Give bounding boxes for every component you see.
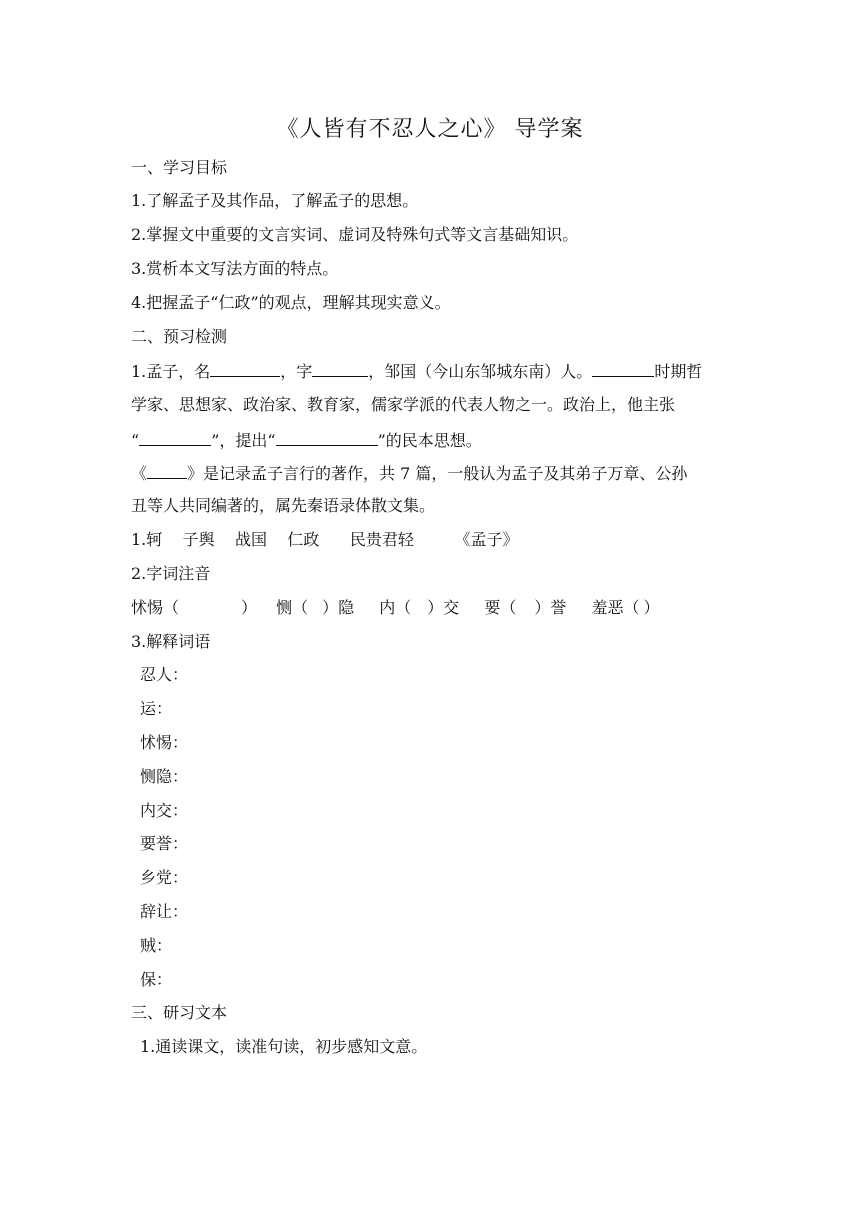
text-segment: 》是记录孟子言行的著作，共 7 篇，一般认为孟子及其弟子万章、公孙: [187, 464, 688, 483]
goal-item: 4.把握孟子“仁政”的观点，理解其现实意义。: [131, 293, 451, 312]
fill-blank[interactable]: [210, 360, 280, 377]
fill-blank[interactable]: [139, 429, 211, 446]
pinyin-heading: 2.字词注音: [131, 564, 211, 583]
pinyin-close: ）: [241, 598, 258, 617]
term-item: 保：: [140, 970, 173, 989]
explain-heading: 3.解释词语: [131, 632, 211, 651]
section-heading-preview: 二、预习检测: [131, 327, 228, 346]
pinyin-close: ）: [643, 598, 660, 617]
term-item: 内交：: [140, 801, 189, 820]
answer-line: 1.轲 子舆 战国 仁政 民贵君轻 《孟子》: [131, 530, 519, 549]
pinyin-label: 羞恶（: [591, 598, 640, 617]
fill-blank[interactable]: [147, 462, 187, 479]
preview-question-line: [131, 360, 702, 382]
pinyin-label: 怵惕（: [131, 598, 180, 617]
text-segment: 1.孟子，名: [131, 362, 211, 381]
preview-question-line: 丑等人共同编著的，属先秦语录体散文集。: [131, 496, 436, 515]
pinyin-close: ）交: [427, 598, 460, 617]
text-segment: ，邹国（今山东邹城东南）人。: [368, 362, 593, 381]
goal-item: 2.掌握文中重要的文言实词、虚词及特殊句式等文言基础知识。: [131, 225, 579, 244]
term-item: 乡党：: [140, 868, 189, 887]
term-item: 忍人：: [140, 665, 189, 684]
section-heading-study: 三、研习文本: [131, 1003, 228, 1022]
fill-blank[interactable]: [592, 360, 654, 377]
term-item: 要誉：: [140, 834, 189, 853]
preview-question-line: [131, 429, 482, 451]
term-item: 恻隐：: [140, 767, 189, 786]
pinyin-row: [131, 598, 660, 618]
pinyin-label: 要（: [484, 598, 517, 617]
text-segment: ”的民本思想。: [377, 431, 482, 450]
goal-item: 1.了解孟子及其作品，了解孟子的思想。: [131, 191, 419, 210]
pinyin-close: ）隐: [322, 598, 355, 617]
text-segment: 时期哲: [654, 362, 703, 381]
pinyin-close: ）誉: [534, 598, 567, 617]
text-segment: ”，提出“: [211, 431, 276, 450]
text-segment: “: [131, 431, 140, 450]
term-item: 辞让：: [140, 902, 189, 921]
fill-blank[interactable]: [276, 429, 378, 446]
term-item: 贼：: [140, 936, 173, 955]
pinyin-label: 恻（: [276, 598, 309, 617]
preview-question-line: [131, 462, 687, 484]
page-title: 《人皆有不忍人之心》 导学案: [276, 117, 584, 142]
pinyin-label: 内（: [379, 598, 412, 617]
goal-item: 3.赏析本文写法方面的特点。: [131, 259, 339, 278]
preview-question-line: 学家、思想家、政治家、教育家，儒家学派的代表人物之一。政治上，他主张: [131, 395, 676, 414]
term-item: 怵惕：: [140, 733, 189, 752]
section-heading-goals: 一、学习目标: [131, 158, 228, 177]
text-segment: ，字: [280, 362, 313, 381]
fill-blank[interactable]: [312, 360, 368, 377]
text-segment: 《: [131, 464, 148, 483]
term-item: 运：: [140, 699, 173, 718]
study-item: 1.通读课文，读准句读，初步感知文意。: [140, 1037, 428, 1056]
